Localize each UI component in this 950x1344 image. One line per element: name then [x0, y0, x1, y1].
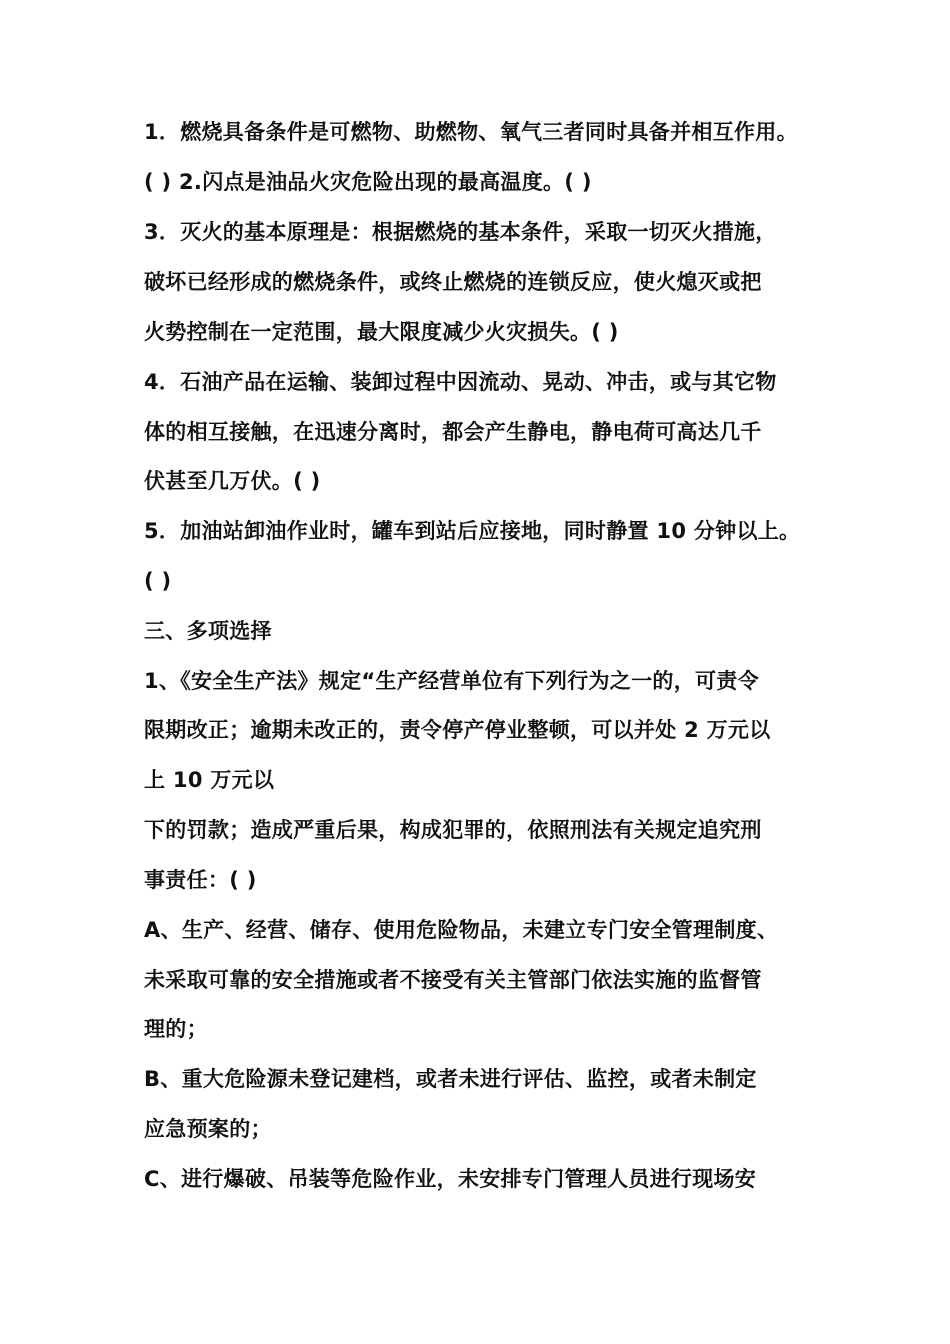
text-line: ( ) [144, 569, 172, 593]
text-line: A、生产、经营、储存、使用危险物品，未建立专门安全管理制度、 [144, 918, 779, 942]
text-line: 1．燃烧具备条件是可燃物、助燃物、氧气三者同时具备并相互作用。 [144, 120, 798, 144]
text-line: 5．加油站卸油作业时，罐车到站后应接地，同时静置 10 分钟以上。 [144, 519, 801, 543]
text-line: 限期改正；逾期未改正的，责令停产停业整顿，可以并处 2 万元以 [144, 718, 771, 742]
text-line: 事责任：( ) [144, 868, 257, 892]
text-line: 破坏已经形成的燃烧条件，或终止燃烧的连锁反应，使火熄灭或把 [144, 270, 762, 294]
text-line: 火势控制在一定范围，最大限度减少火灾损失。( ) [144, 320, 619, 344]
text-line: B、重大危险源未登记建档，或者未进行评估、监控，或者未制定 [144, 1067, 757, 1091]
section-heading: 三、多项选择 [144, 619, 272, 643]
text-line: 4．石油产品在运输、装卸过程中因流动、晃动、冲击，或与其它物 [144, 370, 777, 394]
text-line: 伏甚至几万伏。( ) [144, 469, 321, 493]
text-line: 下的罚款；造成严重后果，构成犯罪的，依照刑法有关规定追究刑 [144, 818, 762, 842]
text-line: 理的； [144, 1017, 208, 1041]
text-line: 体的相互接触，在迅速分离时，都会产生静电，静电荷可高达几千 [144, 420, 762, 444]
text-line: 1、《安全生产法》规定“生产经营单位有下列行为之一的，可责令 [144, 669, 759, 693]
text-line: 应急预案的； [144, 1117, 272, 1141]
text-line: ( ) 2.闪点是油品火灾危险出现的最高温度。( ) [144, 170, 592, 194]
text-line: 未采取可靠的安全措施或者不接受有关主管部门依法实施的监督管 [144, 968, 762, 992]
text-line: C、进行爆破、吊装等危险作业，未安排专门管理人员进行现场安 [144, 1167, 757, 1191]
text-line: 3．灭火的基本原理是：根据燃烧的基本条件，采取一切灭火措施， [144, 220, 777, 244]
text-line: 上 10 万元以 [144, 768, 275, 792]
